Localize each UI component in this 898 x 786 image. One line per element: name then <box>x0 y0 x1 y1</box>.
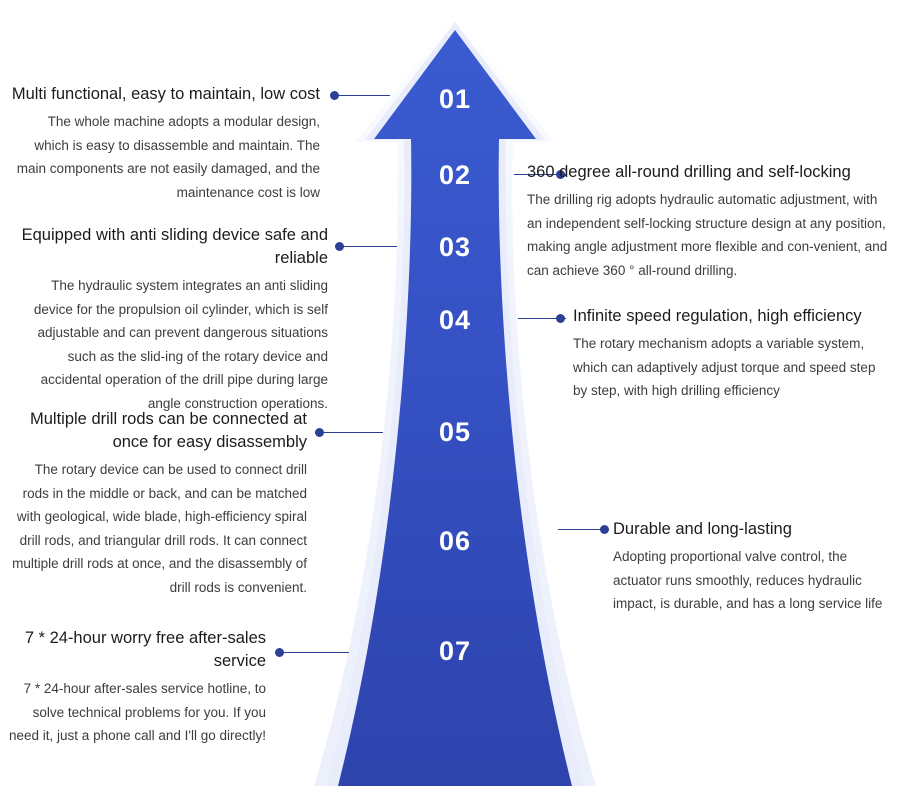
step-number-07: 07 <box>438 636 472 666</box>
step-body-06: Adopting proportional valve control, the actuator runs smoothly, reduces hydraulic impact, is durable, and has a long service life <box>613 549 883 611</box>
step-title-02: 360 degree all-round drilling and self-locking <box>527 163 851 181</box>
step-block-05 <box>12 408 307 599</box>
step-block-07 <box>8 627 266 748</box>
step-body-07: 7 * 24-hour after-sales service hotline, to solve technical problems for you. If you need it, just a phone call and I'll go directly! <box>9 681 266 743</box>
step-number-05: 05 <box>438 417 472 447</box>
step-title-01: Multi functional, easy to maintain, low cost <box>11 85 320 103</box>
step-number-06: 06 <box>438 526 472 556</box>
step-number-03: 03 <box>438 232 472 262</box>
step-body-03: The hydraulic system integrates an anti sliding device for the propulsion oil cylinder, which is self adjustable and can prevent dangerous situations such as the slid-ing of the rotary device and accidental operation of the drill pipe during large angle construction operations. <box>33 278 328 411</box>
step-number-04: 04 <box>438 305 472 335</box>
step-body-05: The rotary device can be used to connect drill rods in the middle or back, and can be matched with geological, wide blade, high-efficiency spiral drill rods, and triangular drill rods. It can connect multiple drill rods at once, and the disassembly of drill rods is convenient. <box>12 462 307 595</box>
step-number-01: 01 <box>438 84 472 114</box>
arrow-body <box>338 30 572 786</box>
step-block-06 <box>613 518 893 616</box>
connector-dot-06 <box>600 525 609 534</box>
connector-dot-04 <box>556 314 565 323</box>
connector-line-05 <box>315 432 383 433</box>
step-title-04: Infinite speed regulation, high efficiency <box>573 307 862 325</box>
connector-dot-03 <box>335 242 344 251</box>
step-number-02: 02 <box>438 160 472 190</box>
connector-dot-01 <box>330 91 339 100</box>
step-block-03 <box>18 224 328 415</box>
step-title-07: 7 * 24-hour worry free after-sales service <box>24 629 266 670</box>
connector-dot-07 <box>275 648 284 657</box>
connector-line-07 <box>275 652 349 653</box>
connector-line-03 <box>335 246 397 247</box>
step-body-04: The rotary mechanism adopts a variable system, which can adaptively adjust torque and speed step by step, with high drilling efficiency <box>573 336 876 398</box>
step-title-06: Durable and long-lasting <box>613 520 792 538</box>
step-block-04 <box>573 305 893 403</box>
step-title-03: Equipped with anti sliding device safe and reliable <box>21 226 328 267</box>
step-block-01 <box>10 83 320 204</box>
step-title-05: Multiple drill rods can be connected at once for easy disassembly <box>30 410 307 451</box>
connector-line-01 <box>330 95 390 96</box>
connector-dot-05 <box>315 428 324 437</box>
step-body-02: The drilling rig adopts hydraulic automatic adjustment, with an independent self-locking structure design at any position, making angle adjustment more flexible and con-venient, and can achieve 360 ° all-round drilling. <box>527 192 888 278</box>
step-body-01: The whole machine adopts a modular design, which is easy to disassemble and maintain. The main components are not easily damaged, and the maintenance cost is low <box>16 114 320 200</box>
step-block-02 <box>527 161 893 282</box>
